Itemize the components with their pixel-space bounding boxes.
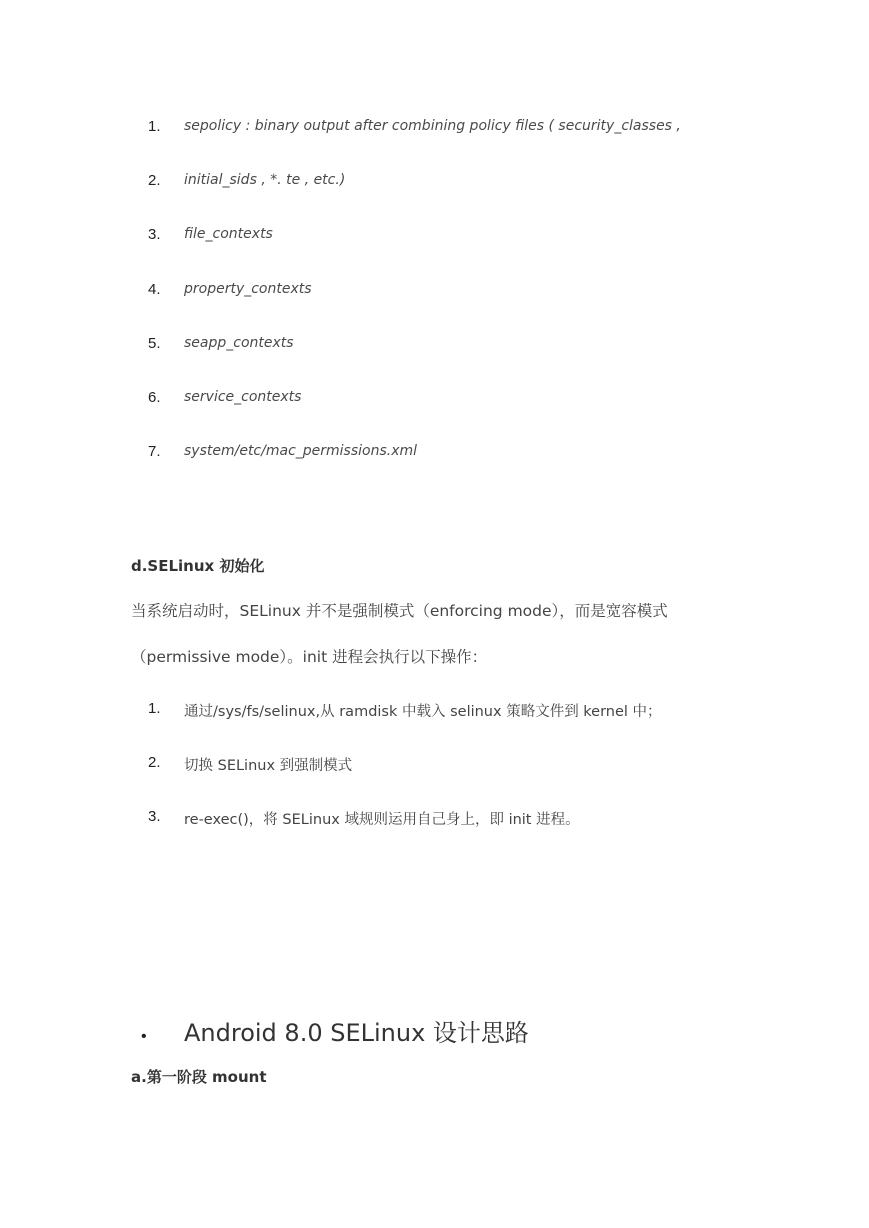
- list-text: seapp_contexts: [184, 335, 294, 351]
- list-item: [0, 118, 869, 142]
- list-text: 切换 SELinux 到强制模式: [184, 758, 353, 774]
- subheading-first-stage-mount: a.第一阶段 mount: [131, 1068, 267, 1086]
- section-title-android-selinux: Android 8.0 SELinux 设计思路: [184, 1019, 529, 1047]
- paragraph-line: （permissive mode）。init 进程会执行以下操作：: [131, 648, 488, 666]
- list-text: re-exec()，将 SELinux 域规则运用自己身上，即 init 进程。: [184, 812, 580, 828]
- paragraph-line: 当系统启动时，SELinux 并不是强制模式（enforcing mode），而是宽容模式: [131, 602, 668, 620]
- list-number: 2.: [148, 754, 161, 771]
- list-text: sepolicy : binary output after combining policy files ( security_classes ,: [184, 118, 681, 134]
- list-item: [0, 226, 869, 250]
- bullet-icon: •: [141, 1028, 147, 1045]
- list-number: 5.: [148, 335, 161, 352]
- section-heading-selinux-init: d.SELinux 初始化: [131, 557, 265, 575]
- list-text: initial_sids , *. te , etc.): [184, 172, 346, 188]
- list-number: 1.: [148, 700, 161, 717]
- list-item: [0, 335, 869, 359]
- list-item: [0, 443, 869, 467]
- list-number: 1.: [148, 118, 161, 135]
- list-item: [0, 808, 869, 832]
- list-number: 7.: [148, 443, 161, 460]
- list-text: 通过/sys/fs/selinux,从 ramdisk 中载入 selinux 策略文件到 kernel 中；: [184, 704, 662, 720]
- list-item: [0, 700, 869, 724]
- list-text: system/etc/mac_permissions.xml: [184, 443, 418, 459]
- list-number: 4.: [148, 281, 161, 298]
- list-number: 3.: [148, 226, 161, 243]
- list-item: [0, 754, 869, 778]
- list-text: service_contexts: [184, 389, 302, 405]
- list-item: [0, 172, 869, 196]
- list-text: property_contexts: [184, 281, 312, 297]
- list-number: 6.: [148, 389, 161, 406]
- list-item: [0, 389, 869, 413]
- list-number: 2.: [148, 172, 161, 189]
- list-number: 3.: [148, 808, 161, 825]
- list-text: file_contexts: [184, 226, 273, 242]
- list-item: [0, 281, 869, 305]
